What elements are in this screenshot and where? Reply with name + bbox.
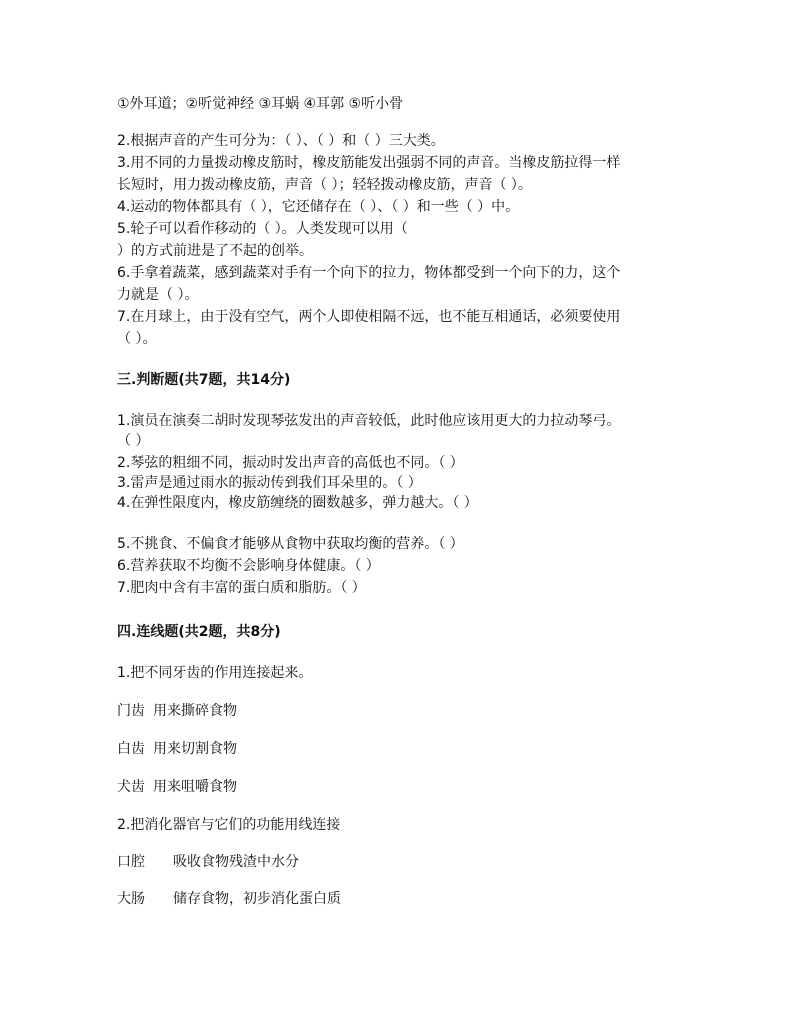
judgement-item: 5.不挑食、不偏食才能够从食物中获取均衡的营养。（ ） — [117, 536, 464, 552]
organ-function: 储存食物，初步消化蛋白质 — [173, 891, 341, 907]
judgement-item: 1.演员在演奏二胡时发现琴弦发出的声音较低，此时他应该用更大的力拉动琴弓。 — [117, 413, 621, 429]
fill-blank-line: （ ）。 — [117, 331, 157, 347]
fill-blank-line: 4.运动的物体都具有（ ），它还储存在（ ）、（ ）和一些（ ）中。 — [117, 199, 520, 215]
matching-question: 1.把不同牙齿的作用连接起来。 — [117, 665, 313, 681]
judgement-item: 6.营养获取不均衡不会影响身体健康。（ ） — [117, 558, 380, 574]
tooth-use: 用来切割食物 — [153, 741, 237, 757]
tooth-row — [117, 739, 237, 759]
organ-row — [117, 852, 299, 872]
options-line: ①外耳道；②听觉神经 ③耳蜗 ④耳郭 ⑤听小骨 — [117, 96, 404, 112]
judgement-item: 3.雷声是通过雨水的振动传到我们耳朵里的。（ ） — [117, 475, 422, 491]
fill-blank-line: 力就是（ ）。 — [117, 287, 199, 303]
organ-name: 口腔 — [117, 854, 145, 870]
fill-blank-line: 5.轮子可以看作移动的（ ）。人类发现可以用（ — [117, 221, 408, 237]
fill-blank-line: 7.在月球上，由于没有空气，两个人即使相隔不远，也不能互相通话，必须要使用 — [117, 309, 621, 325]
fill-blank-line: 6.手拿着蔬菜，感到蔬菜对手有一个向下的拉力，物体都受到一个向下的力，这个 — [117, 265, 621, 281]
organ-function: 吸收食物残渣中水分 — [173, 854, 299, 870]
tooth-name: 门齿 — [117, 703, 145, 719]
tooth-row — [117, 701, 237, 721]
fill-blank-line: 长短时，用力拨动橡皮筋，声音（ ）；轻轻拨动橡皮筋，声音（ ）。 — [117, 177, 532, 193]
judgement-item: 2.琴弦的粗细不同，振动时发出声音的高低也不同。（ ） — [117, 455, 464, 471]
section-heading: 三.判断题(共7题，共14分) — [117, 372, 291, 388]
fill-blank-line: 2.根据声音的产生可分为：（ ）、（ ）和（ ）三大类。 — [117, 133, 445, 149]
tooth-name: 犬齿 — [117, 779, 145, 795]
section-heading: 四.连线题(共2题，共8分) — [117, 624, 281, 640]
tooth-use: 用来咀嚼食物 — [153, 779, 237, 795]
tooth-name: 白齿 — [117, 741, 145, 757]
organ-row — [117, 889, 341, 909]
tooth-row — [117, 777, 237, 797]
judgement-item: （ ） — [117, 433, 150, 449]
judgement-item: 7.肥肉中含有丰富的蛋白质和脂肪。（ ） — [117, 580, 366, 596]
tooth-use: 用来撕碎食物 — [153, 703, 237, 719]
organ-name: 大肠 — [117, 891, 145, 907]
judgement-item: 4.在弹性限度内，橡皮筋缠绕的圈数越多，弹力越大。（ ） — [117, 495, 478, 511]
fill-blank-line: ）的方式前进是了不起的创举。 — [117, 243, 313, 259]
matching-question: 2.把消化器官与它们的功能用线连接 — [117, 817, 341, 833]
fill-blank-line: 3.用不同的力量拨动橡皮筋时，橡皮筋能发出强弱不同的声音。当橡皮筋拉得一样 — [117, 155, 621, 171]
